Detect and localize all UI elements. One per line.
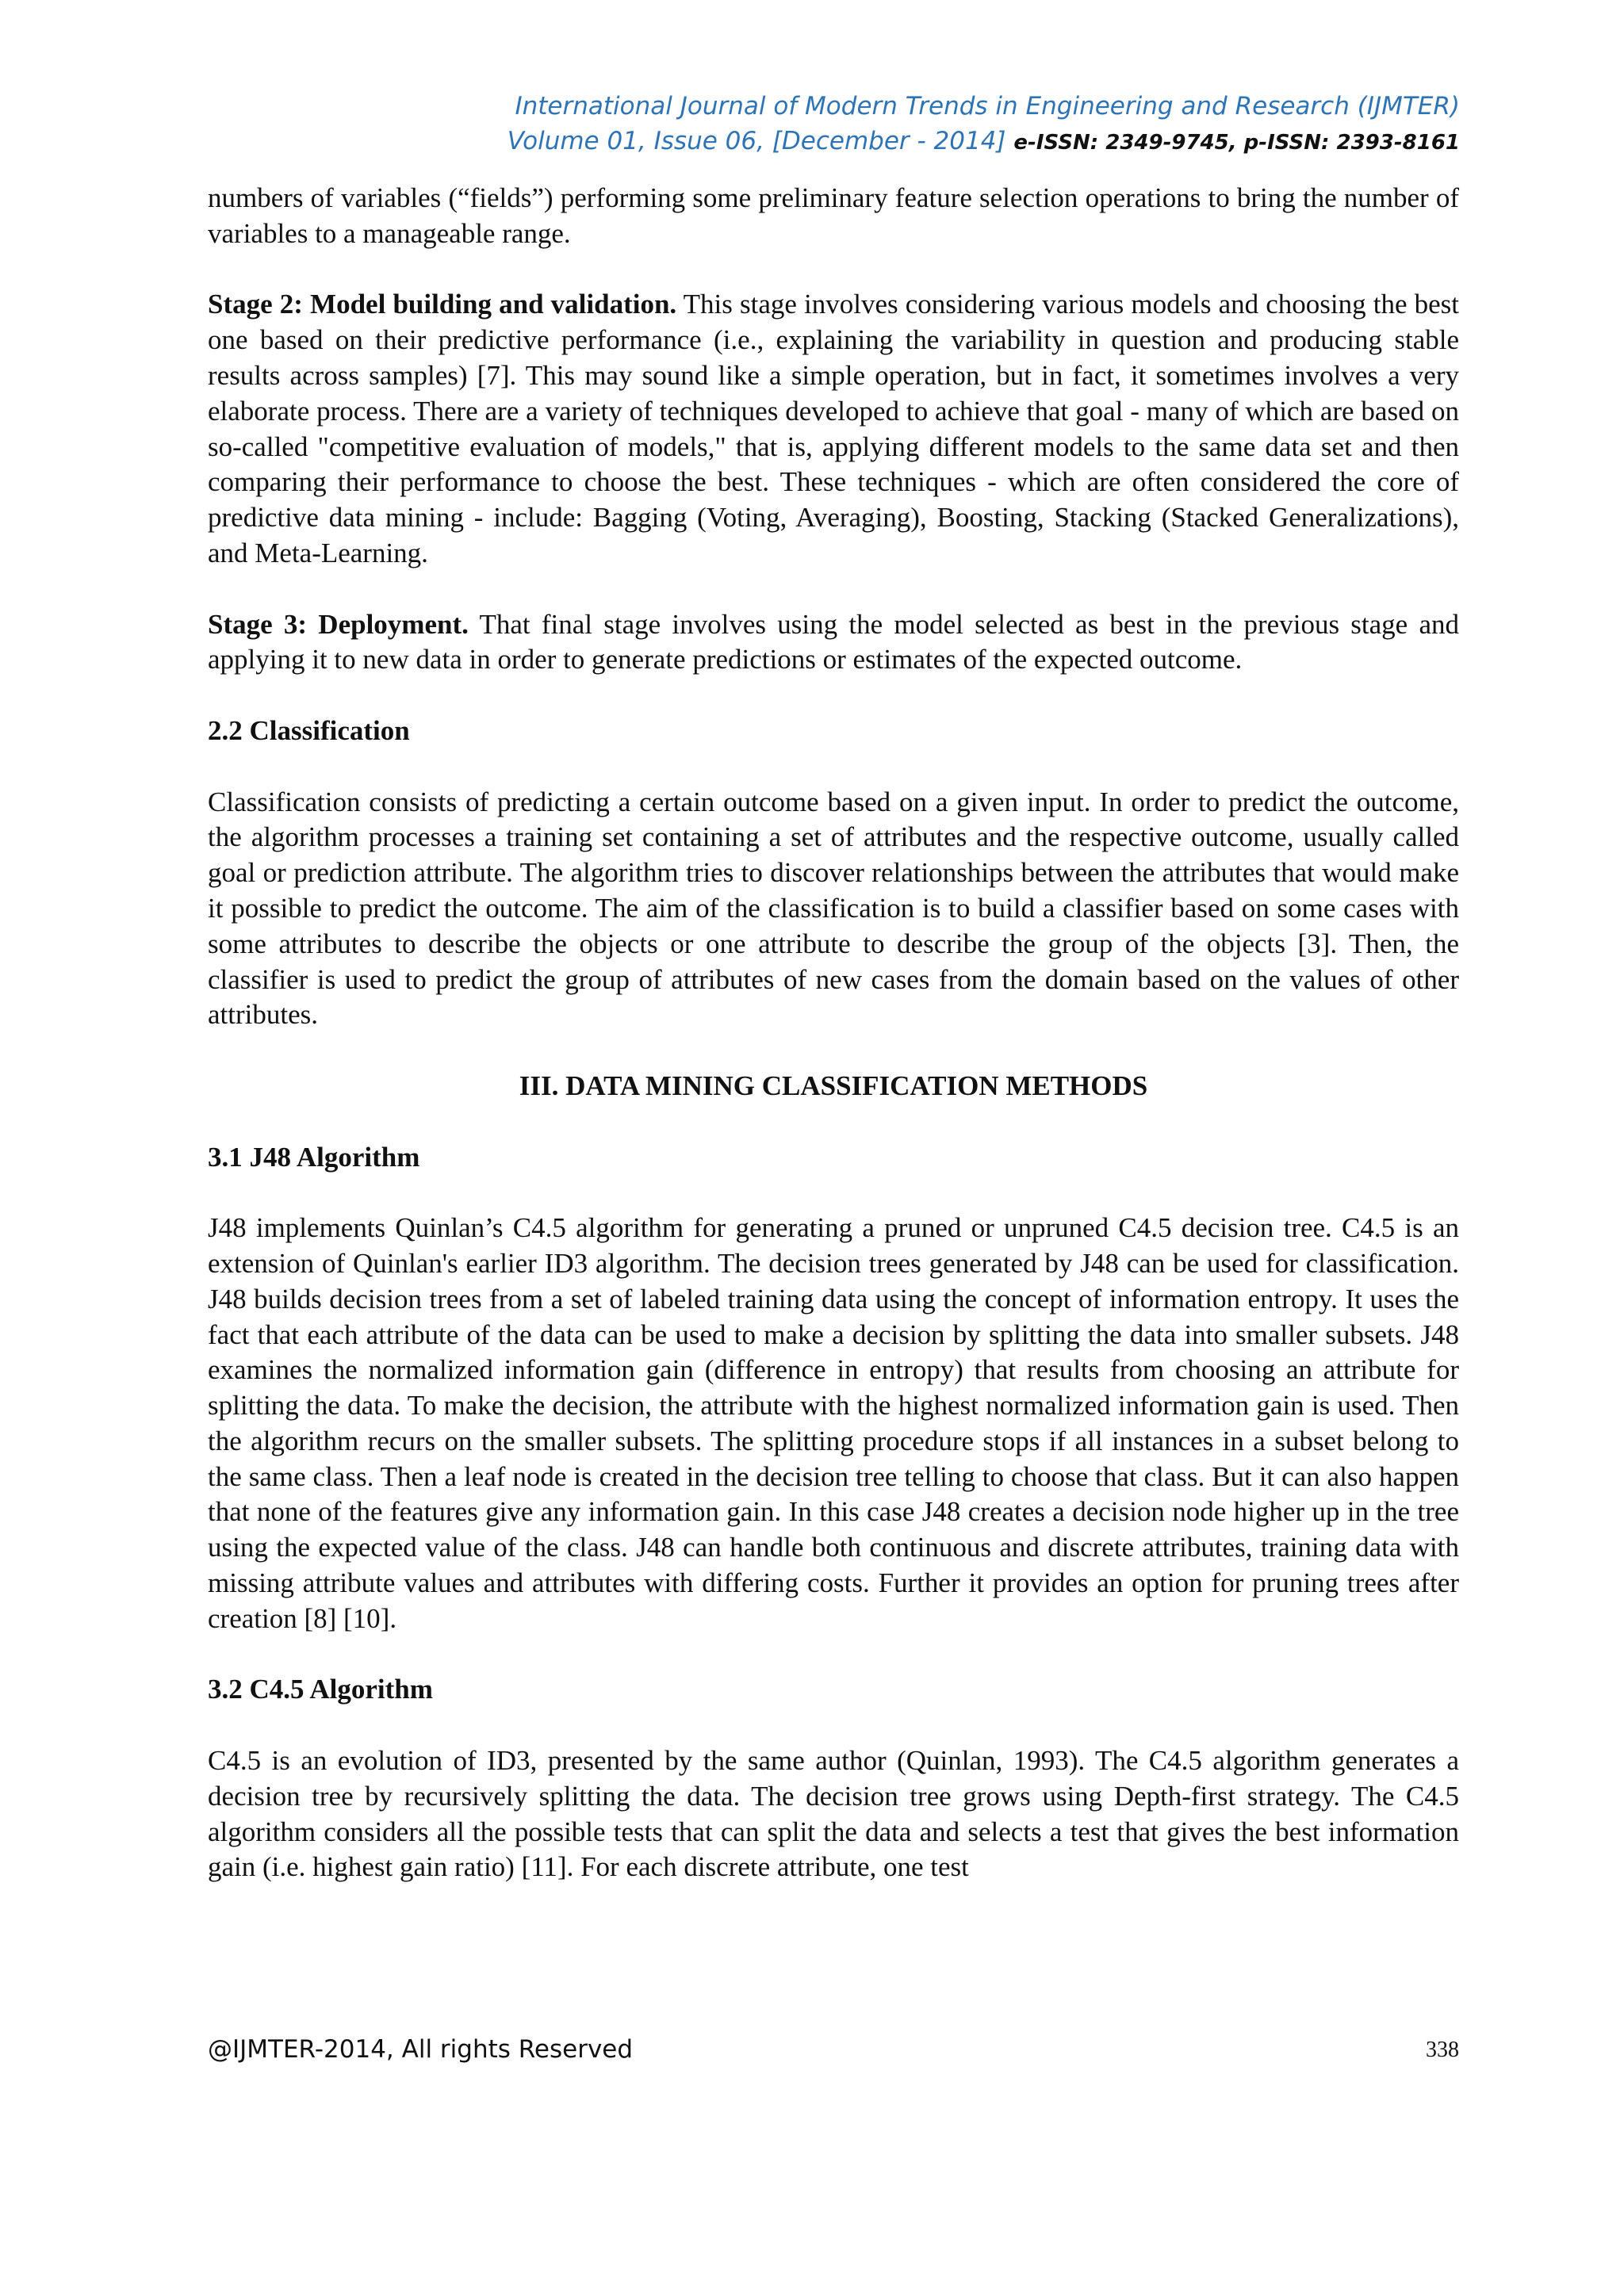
paragraph-gap [208, 1104, 1459, 1140]
stage2-text: This stage involves considering various models and choosing the best one based on their predictive performance (i.e., explaining the variability in question and producing stable results across samples) [7]. This may sound like a simple operation, but in fact, it sometimes involves a very elaborate process. There are a variety of techniques developed to achieve that goal - many of which are based on so-called "competitive evaluation of models," that is, applying different models to the same data set and then comparing their performance to choose the best. These techniques - which are often considered the core of predictive data mining - include: Bagging (Voting, Averaging), Boosting, Stacking (Stacked Generalizations), and Meta-Learning. [208, 289, 1460, 568]
paragraph-gap [208, 749, 1459, 785]
paragraph-gap [208, 1637, 1459, 1673]
classification-heading: 2.2 Classification [208, 714, 410, 746]
volume-line [350, 124, 1460, 160]
journal-title: International Journal of Modern Trends in Engineering and Research (IJMTER) [515, 92, 1460, 121]
issn-info: e-ISSN: 2349-9745, p-ISSN: 2393-8161 [1013, 131, 1460, 155]
paragraph-gap [208, 252, 1459, 288]
stage3-paragraph [208, 607, 1459, 679]
journal-header [350, 89, 1460, 160]
c45-paragraph: C4.5 is an evolution of ID3, presented by the same author (Quinlan, 1993). The C4.5 algorithm generates a decision tree by recursively splitting the data. The decision tree grows using Depth-first strategy. The C4.5 algorithm considers all the possible tests that can split the data and selects a test that gives the best information gain (i.e. highest gain ratio) [11]. For each discrete attribute, one test [208, 1745, 1459, 1883]
volume-info: Volume 01, Issue 06, [December - 2014] [507, 127, 1006, 155]
stage2-paragraph [208, 287, 1459, 571]
article-body [208, 181, 1459, 1885]
paragraph-gap [208, 1033, 1459, 1069]
j48-paragraph: J48 implements Quinlan’s C4.5 algorithm for generating a pruned or unpruned C4.5 decision tree. C4.5 is an extension of Quinlan's earlier ID3 algorithm. The decision trees generated by J48 can be used for classification. J48 builds decision trees from a set of labeled training data using the concept of information entropy. It uses the fact that each attribute of the data can be used to make a decision by splitting the data into smaller subsets. J48 examines the normalized information gain (difference in entropy) that results from choosing an attribute for splitting the data. To make the decision, the attribute with the highest normalized information gain is used. Then the algorithm recurs on the smaller subsets. The splitting procedure stops if all instances in a subset belong to the same class. Then a leaf node is created in the decision tree telling to choose that class. But it can also happen that none of the features give any information gain. In this case J48 creates a decision node higher up in the tree using the expected value of the class. J48 can handle both continuous and discrete attributes, training data with missing attribute values and attributes with differing costs. Further it provides an option for pruning trees after creation [8] [10]. [208, 1212, 1459, 1634]
paragraph-gap [208, 678, 1459, 714]
classification-paragraph: Classification consists of predicting a certain outcome based on a given input. In order to predict the outcome, the algorithm processes a training set containing a set of attributes and the respective outcome, usually called goal or prediction attribute. The algorithm tries to discover relationships between the attributes that would make it possible to predict the outcome. The aim of the classification is to build a classifier based on some cases with some attributes to describe the objects or one attribute to describe the group of the objects [3]. Then, the classifier is used to predict the group of attributes of new cases from the domain based on the values of other attributes. [208, 786, 1459, 1031]
paragraph-gap [208, 1708, 1459, 1743]
footer-copyright: @IJMTER-2014, All rights Reserved [208, 2035, 634, 2064]
intro-paragraph: numbers of variables (“fields”) performing some preliminary feature selection operations to bring the number of variables to a manageable range. [208, 182, 1459, 249]
paragraph-gap [208, 572, 1459, 607]
paragraph-gap [208, 1175, 1459, 1211]
stage3-label: Stage 3: Deployment. [208, 608, 469, 640]
stage3-text: That final stage involves using the model selected as best in the previous stage and applying it to new data in order to generate predictions or estimates of the expected outcome. [208, 608, 1459, 675]
section-heading: III. DATA MINING CLASSIFICATION METHODS [519, 1070, 1148, 1101]
page-number: 338 [1426, 2038, 1459, 2062]
j48-heading: 3.1 J48 Algorithm [208, 1141, 420, 1173]
stage2-label: Stage 2: Model building and validation. [208, 289, 677, 320]
c45-heading: 3.2 C4.5 Algorithm [208, 1674, 433, 1705]
